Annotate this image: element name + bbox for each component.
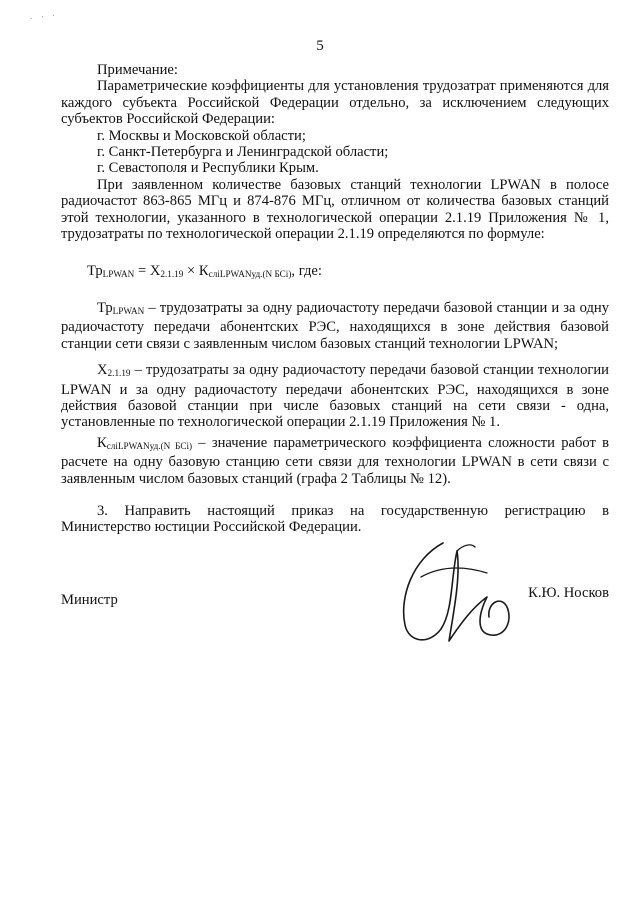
formula-times: × <box>183 263 199 280</box>
definition-k <box>61 435 609 487</box>
document-body <box>61 62 609 536</box>
definition-subscript: LPWAN <box>112 305 145 316</box>
signature-block <box>61 585 609 645</box>
note-label: Примечание: <box>97 62 178 78</box>
note-text: Параметрические коэффициенты для установления трудозатрат применяются для каждого субъекта Российской Федерации отдельно, за исключением следующих субъектов Российской Федерации: <box>61 78 609 128</box>
scan-marks: ˙ ˙ ˙ <box>29 12 60 26</box>
definition-symbol: Х <box>97 362 108 379</box>
subject-item: г. Севастополя и Республики Крым. <box>97 160 319 177</box>
definition-text: – трудозатраты за одну радиочастоту передачи базовой станции технологии LPWAN и за одну радиочастоту передачи абонентских РЭС, находящихся в зоне действия базовой станции при числе базовых станций на сети связи - одна, установленные по технологической операции 2.1.19 Приложения № 1. <box>61 362 609 431</box>
subject-item: г. Санкт-Петербурга и Ленинградской области; <box>97 144 389 161</box>
definition-x <box>61 362 609 431</box>
formula-x-subscript: 2.1.19 <box>160 269 184 280</box>
minister-title: Министр <box>61 592 118 608</box>
formula-lhs: Тр <box>87 263 103 280</box>
page-number: 5 <box>316 38 324 54</box>
formula-equals: = <box>134 263 150 280</box>
definition-subscript: 2.1.19 <box>107 368 131 379</box>
definition-symbol: Тр <box>97 299 113 316</box>
definition-symbol: К <box>97 434 107 451</box>
handwritten-signature <box>391 537 521 652</box>
minister-name: К.Ю. Носков <box>528 585 609 601</box>
formula-x: Х <box>149 263 161 280</box>
definition-tr <box>61 300 609 352</box>
formula-k-subscript: сліLPWANуд.(N БСі) <box>208 269 292 280</box>
formula-k: К <box>198 263 209 280</box>
definition-subscript: сліLPWANуд.(N БСі) <box>106 440 193 451</box>
formula <box>61 263 609 282</box>
definition-text: – значение параметрического коэффициента сложности работ в расчете на одну базовую станцию сети связи для технологии LPWAN в сети связи с заявленным числом базовых станций (графа 2 Таблицы № 12). <box>61 434 609 487</box>
item-3-paragraph: 3. Направить настоящий приказ на государственную регистрацию в Министерство юстиции Российской Федерации. <box>61 502 609 536</box>
formula-tail: , где: <box>291 263 322 280</box>
condition-paragraph: При заявленном количестве базовых станций технологии LPWAN в полосе радиочастот 863-865 МГц и 874-876 МГц, отличном от количества базовых станций этой технологии, указанного в технологической операции 2.1.19 Приложения № 1, трудозатраты по технологической операции 2.1.19 определяются по формуле: <box>61 176 609 243</box>
subject-item: г. Москвы и Московской области; <box>97 127 306 144</box>
definition-text: – трудозатраты за одну радиочастоту передачи базовой станции и за одну радиочастоту передачи абонентских РЭС, находящихся в зоне действия базовой станции сети связи с заявленным числом базовых станций технологии LPWAN; <box>61 299 609 352</box>
formula-lhs-subscript: LPWAN <box>102 269 135 280</box>
